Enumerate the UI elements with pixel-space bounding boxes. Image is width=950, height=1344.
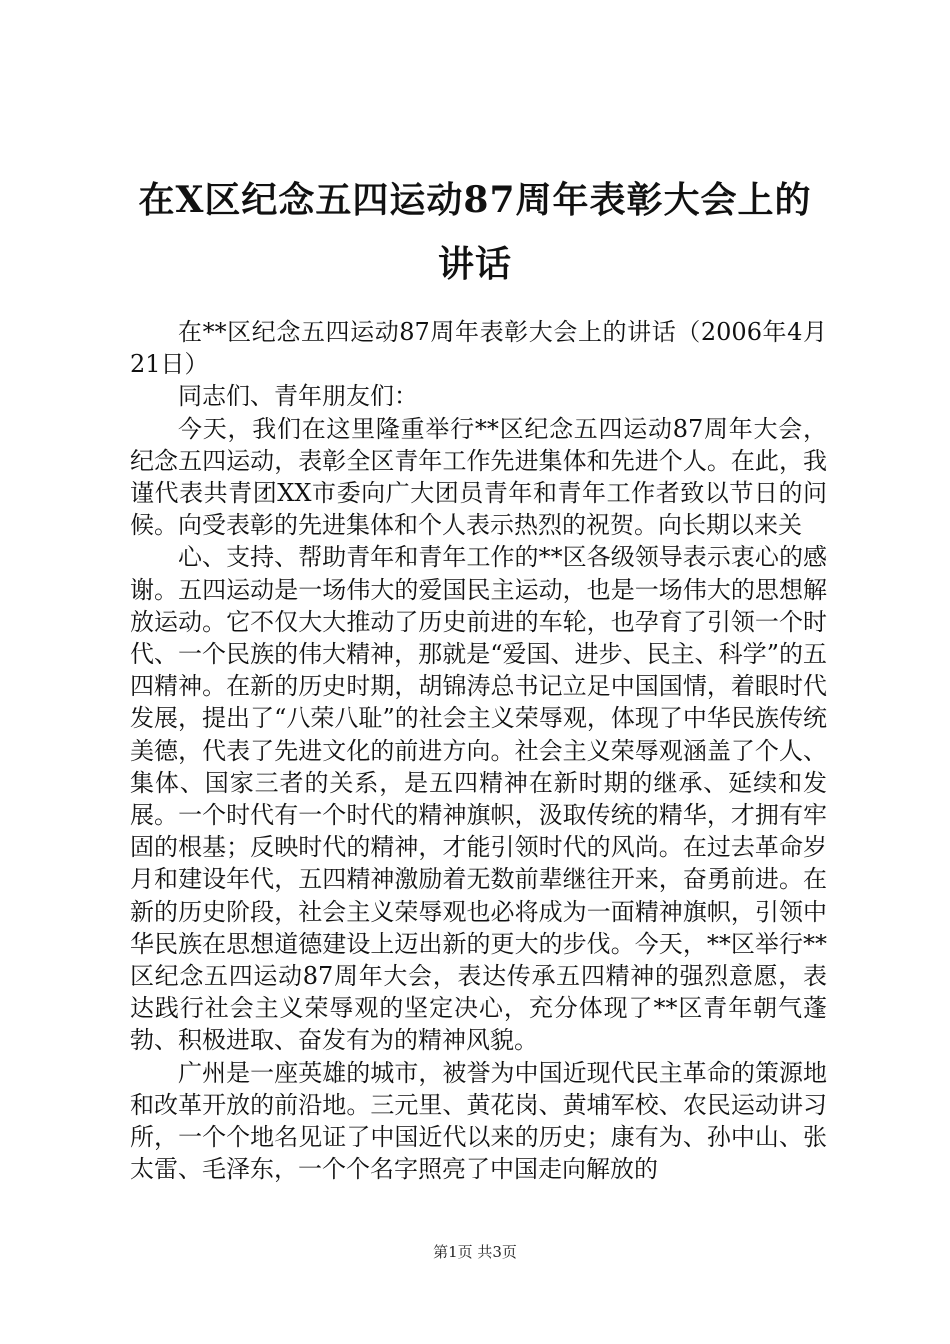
page-number-footer: 第1页 共3页: [433, 1243, 517, 1261]
document-title: 在X区纪念五四运动87周年表彰大会上的讲话: [138, 179, 812, 285]
paragraph-may-fourth-spirit: 心、支持、帮助青年和青年工作的**区各级领导表示衷心的感谢。五四运动是一场伟大的爱国民主运动，也是一场伟大的思想解放运动。它不仅大大推动了历史前进的车轮，也孕育了引领一个时代、一个民族的伟大精神，那就是“爱国、进步、民主、科学”的五四精神。在新的历史时期，胡锦涛总书记立足中国国情，着眼时代发展，提出了“八荣八耻”的社会主义荣辱观，体现了中华民族传统美德，代表了先进文化的前进方向。社会主义荣辱观涵盖了个人、集体、国家三者的关系，是五四精神在新时期的继承、延续和发展。一个时代有一个时代的精神旗帜，汲取传统的精华，才拥有牢固的根基；反映时代的精神，才能引领时代的风尚。在过去革命岁月和建设年代，五四精神激励着无数前辈继往开来，奋勇前进。在新的历史阶段，社会主义荣辱观也必将成为一面精神旗帜，引领中华民族在思想道德建设上迈出新的更大的步伐。今天，**区举行**区纪念五四运动87周年大会，表达传承五四精神的强烈意愿，表达践行社会主义荣辱观的坚定决心，充分体现了**区青年朝气蓬勃、积极进取、奋发有为的精神风貌。: [130, 543, 827, 1055]
paragraph-heading: 在**区纪念五四运动87周年表彰大会上的讲话（2006年4月21日）: [130, 318, 827, 379]
paragraph-opening: 今天，我们在这里隆重举行**区纪念五四运动87周年大会，纪念五四运动，表彰全区青年工作先进集体和先进个人。在此，我谨代表共青团XX市委向广大团员青年和青年工作者致以节日的问候。向受表彰的先进集体和个人表示热烈的祝贺。向长期以来关: [130, 414, 827, 540]
paragraph-guangzhou: 广州是一座英雄的城市，被誉为中国近现代民主革命的策源地和改革开放的前沿地。三元里、黄花岗、黄埔军校、农民运动讲习所，一个个地名见证了中国近代以来的历史；康有为、孙中山、张太雷、毛泽东，一个个名字照亮了中国走向解放的: [130, 1058, 827, 1184]
document-body: [130, 316, 827, 1185]
paragraph-salutation: 同志们、青年朋友们：: [178, 382, 418, 411]
